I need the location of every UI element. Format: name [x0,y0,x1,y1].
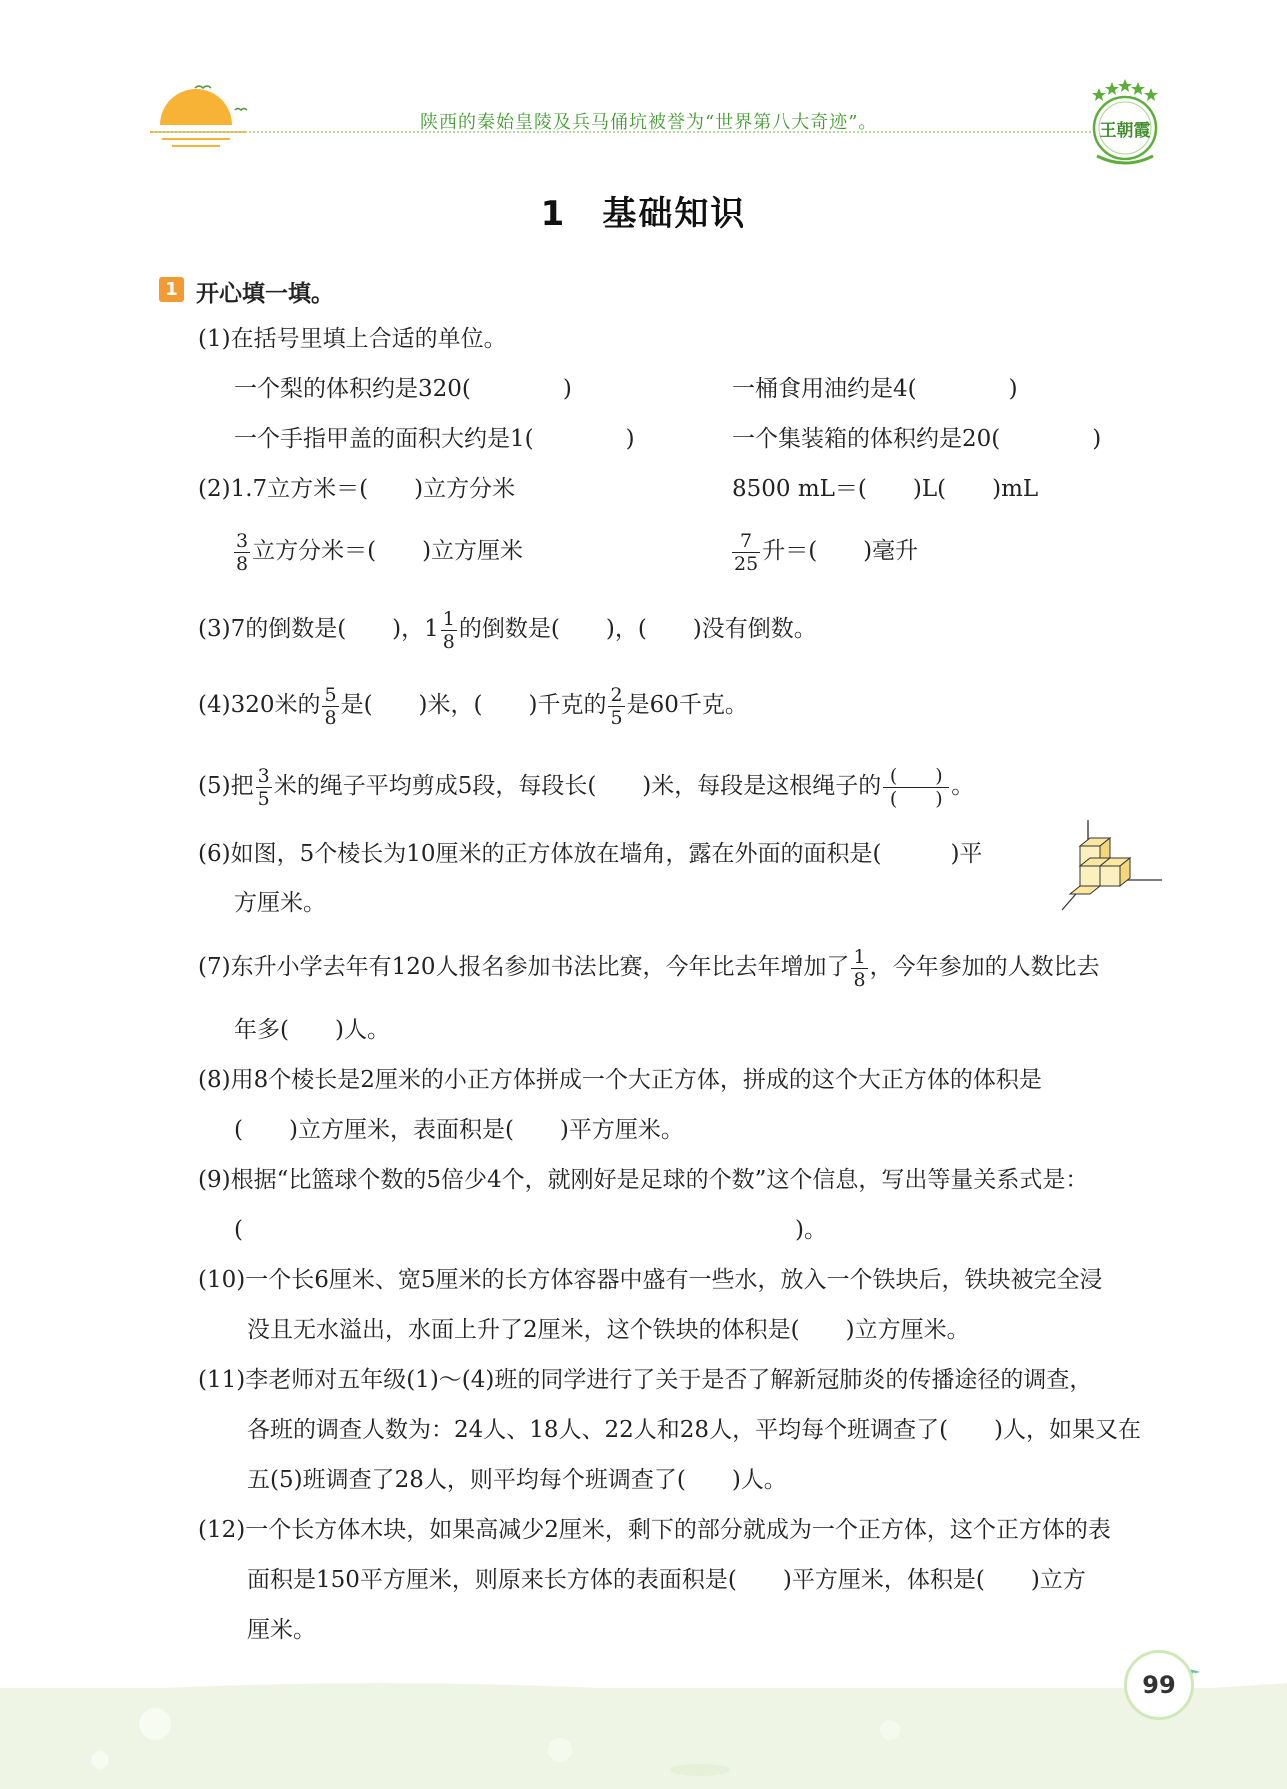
q11-line-b: 各班的调查人数为：24人、18人、22人和28人，平均每个班调查了( )人，如果又在 [247,1417,1142,1443]
page-number: 99 [1124,1650,1194,1720]
q5: (5)把 $\frac{3}{5}$ 米的绳子平均剪成5段，每段长( )米，每段是这根绳子的 $\frac{( )}{( )}$ 。 [198,764,975,810]
q9-line-a: (9)根据“比篮球个数的5倍少4个，就刚好是足球的个数”这个信息，写出等量关系式是： [198,1167,1089,1193]
q2-item-d: $\frac{7}{25}$ 升＝( )毫升 [734,529,919,575]
page-title: 1 基础知识 [540,194,747,234]
fraction: $\frac{7}{25}$ [734,529,759,575]
q2-item-c: $\frac{3}{8}$ 立方分米＝( )立方厘米 [236,529,524,575]
q10-line-a: (10)一个长6厘米、宽5厘米的长方体容器中盛有一些水，放入一个铁块后，铁块被完全浸 [198,1267,1103,1293]
q6-line-b: 方厘米。 [234,890,326,916]
q11-line-c: 五(5)班调查了28人，则平均每个班调查了( )人。 [247,1467,787,1493]
q6-line-a: (6)如图，5个棱长为10厘米的正方体放在墙角，露在外面的面积是( )平 [198,841,983,867]
fraction: $\frac{3}{8}$ [236,529,249,575]
q4: (4)320米的 $\frac{5}{8}$ 是( )米，( )千克的 $\frac{2}{5}$ 是60千克。 [198,683,748,729]
section-number-badge: 1 [159,277,184,302]
q1-item-d: 一个集装箱的体积约是20( ) [732,426,1102,452]
answer-fraction-blank: $\frac{( )}{( )}$ [883,765,949,810]
footer-bubbles-decoration [0,1690,1287,1789]
fraction: $\frac{1}{8}$ [442,607,455,653]
q12-line-a: (12)一个长方体木块，如果高减少2厘米，剩下的部分就成为一个正方体，这个正方体的表 [198,1517,1111,1543]
q1-item-b: 一桶食用油约是4( ) [732,376,1018,402]
fraction: $\frac{3}{5}$ [257,764,270,810]
fraction: $\frac{5}{8}$ [324,683,337,729]
q2-item-b: 8500 mL＝( )L( )mL [732,476,1039,502]
q11-line-a: (11)李老师对五年级(1)～(4)班的同学进行了关于是否了解新冠肺炎的传播途径的调查， [198,1367,1093,1393]
section-title: 开心填一填。 [196,281,334,307]
fraction: $\frac{1}{8}$ [853,945,866,991]
fraction: $\frac{2}{5}$ [610,683,623,729]
q3: (3)7的倒数是( )，1 $\frac{1}{8}$ 的倒数是( )，( )没有倒数。 [198,607,817,653]
sun-logo-icon [150,80,260,155]
q7-line-a: (7)东升小学去年有120人报名参加书法比赛，今年比去年增加了 $\frac{1}{8}$ ，今年参加的人数比去 [198,945,1100,991]
q8-line-a: (8)用8个棱长是2厘米的小正方体拼成一个大正方体，拼成的这个大正方体的体积是 [198,1067,1042,1093]
cube-corner-figure [1058,820,1163,915]
q1-item-c: 一个手指甲盖的面积大约是1( ) [234,426,635,452]
q8-line-b: ( )立方厘米，表面积是( )平方厘米。 [234,1117,684,1143]
q12-line-c: 厘米。 [247,1617,316,1643]
q9-answer-blank: ( )。 [234,1217,827,1243]
q12-line-b: 面积是150平方厘米，则原来长方体的表面积是( )平方厘米，体积是( )立方 [247,1567,1086,1593]
logo-text: 王朝霞 [1099,121,1151,141]
brand-badge-icon [1085,76,1165,171]
q10-line-b: 没且无水溢出，水面上升了2厘米，这个铁块的体积是( )立方厘米。 [247,1317,970,1343]
q1-item-a: 一个梨的体积约是320( ) [234,376,572,402]
q1-intro: (1)在括号里填上合适的单位。 [198,326,507,352]
q7-line-b: 年多( )人。 [234,1017,390,1043]
q2-item-a: (2)1.7立方米＝( )立方分米 [198,476,516,502]
header-banner-text: 陕西的秦始皇陵及兵马俑坑被誉为“世界第八大奇迹”。 [420,112,878,133]
